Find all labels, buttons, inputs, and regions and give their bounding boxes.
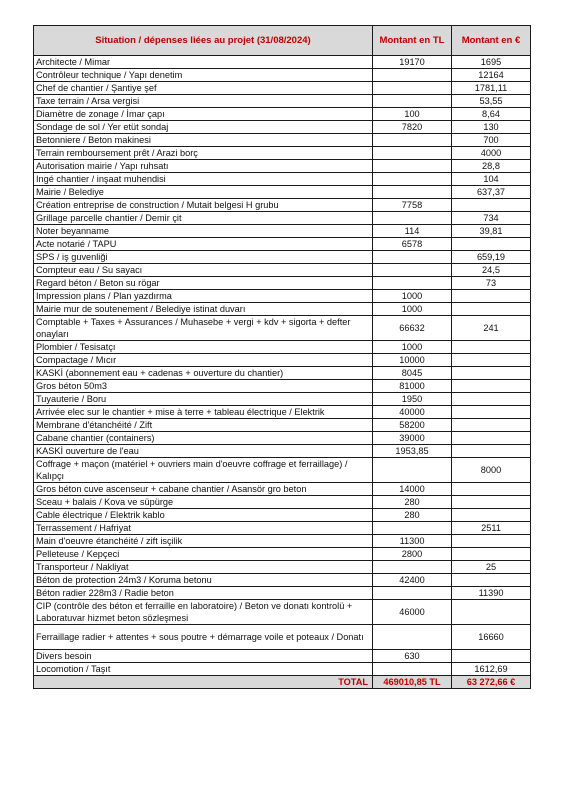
row-amount-tl: 19170	[373, 56, 452, 69]
row-amount-eur: 637,37	[452, 186, 531, 199]
row-amount-eur	[452, 496, 531, 509]
table-row	[34, 406, 531, 419]
row-label: Cable électrique / Elektrik kablo	[34, 509, 373, 522]
table-row	[34, 600, 531, 625]
row-label: Ferraillage radier + attentes + sous poutre + démarrage voile et poteaux / Donatı	[34, 625, 373, 650]
row-amount-tl	[373, 251, 452, 264]
row-amount-eur	[452, 600, 531, 625]
row-amount-eur: 1612,69	[452, 663, 531, 676]
table-row	[34, 121, 531, 134]
table-row	[34, 354, 531, 367]
table-row	[34, 225, 531, 238]
row-amount-eur	[452, 367, 531, 380]
row-amount-tl	[373, 522, 452, 535]
row-amount-tl: 14000	[373, 483, 452, 496]
row-amount-eur	[452, 290, 531, 303]
row-label: Mairie mur de soutenement / Belediye istinat duvarı	[34, 303, 373, 316]
row-amount-eur: 16660	[452, 625, 531, 650]
row-amount-eur	[452, 238, 531, 251]
table-row	[34, 509, 531, 522]
row-amount-tl: 1000	[373, 341, 452, 354]
table-row	[34, 458, 531, 483]
row-amount-tl: 280	[373, 496, 452, 509]
row-amount-eur: 8,64	[452, 108, 531, 121]
row-amount-tl: 1000	[373, 290, 452, 303]
row-amount-tl: 1000	[373, 303, 452, 316]
row-label: Coffrage + maçon (matériel + ouvriers main d'oeuvre coffrage et ferraillage) / Kalıpçı	[34, 458, 373, 483]
row-amount-eur	[452, 406, 531, 419]
row-amount-tl	[373, 587, 452, 600]
row-amount-eur: 12164	[452, 69, 531, 82]
table-row	[34, 587, 531, 600]
column-header-eur: Montant en €	[452, 26, 531, 56]
row-label: Arrivée elec sur le chantier + mise à terre + tableau électrique / Elektrik	[34, 406, 373, 419]
row-amount-eur	[452, 419, 531, 432]
row-amount-tl: 1950	[373, 393, 452, 406]
row-amount-tl: 10000	[373, 354, 452, 367]
table-row	[34, 264, 531, 277]
row-label: SPS / iş guvenliği	[34, 251, 373, 264]
row-label: Membrane d'étanchéité / Zift	[34, 419, 373, 432]
row-label: Gros béton 50m3	[34, 380, 373, 393]
row-label: Pelleteuse / Kepçeci	[34, 548, 373, 561]
table-row	[34, 445, 531, 458]
table-row	[34, 483, 531, 496]
row-amount-tl	[373, 82, 452, 95]
table-row	[34, 535, 531, 548]
table-row	[34, 277, 531, 290]
table-row	[34, 134, 531, 147]
row-amount-tl	[373, 212, 452, 225]
table-row	[34, 522, 531, 535]
table-row	[34, 496, 531, 509]
table-row	[34, 212, 531, 225]
row-amount-tl	[373, 173, 452, 186]
table-row	[34, 290, 531, 303]
row-label: Acte notarié / TAPU	[34, 238, 373, 251]
table-row	[34, 650, 531, 663]
row-amount-tl: 6578	[373, 238, 452, 251]
row-amount-tl: 7820	[373, 121, 452, 134]
row-label: Diamètre de zonage / İmar çapı	[34, 108, 373, 121]
row-label: Autorisation mairie / Yapı ruhsatı	[34, 160, 373, 173]
row-label: Main d'oeuvre étanchéité / zift isçilik	[34, 535, 373, 548]
row-label: Sceau + balais / Kova ve süpürge	[34, 496, 373, 509]
row-amount-tl: 40000	[373, 406, 452, 419]
row-amount-eur: 104	[452, 173, 531, 186]
row-amount-eur	[452, 341, 531, 354]
total-row	[34, 676, 531, 689]
row-amount-eur: 8000	[452, 458, 531, 483]
row-label: Impression plans / Plan yazdırma	[34, 290, 373, 303]
row-amount-eur: 1695	[452, 56, 531, 69]
row-amount-tl: 11300	[373, 535, 452, 548]
table-row	[34, 380, 531, 393]
total-eur: 63 272,66 €	[452, 676, 531, 689]
table-title: Situation / dépenses liées au projet (31/08/2024)	[34, 26, 373, 56]
row-label: Ingé chantier / inşaat muhendisi	[34, 173, 373, 186]
table-row	[34, 186, 531, 199]
row-amount-tl	[373, 134, 452, 147]
row-amount-tl	[373, 147, 452, 160]
row-amount-tl	[373, 277, 452, 290]
row-amount-eur: 659,19	[452, 251, 531, 264]
row-label: Tuyauterie / Boru	[34, 393, 373, 406]
row-amount-eur	[452, 445, 531, 458]
table-row	[34, 95, 531, 108]
table-row	[34, 238, 531, 251]
row-amount-tl	[373, 561, 452, 574]
row-amount-eur	[452, 548, 531, 561]
row-amount-tl: 39000	[373, 432, 452, 445]
row-amount-tl: 42400	[373, 574, 452, 587]
table-row	[34, 625, 531, 650]
row-label: Plombier / Tesisatçı	[34, 341, 373, 354]
row-label: Création entreprise de construction / Mutait belgesi H grubu	[34, 199, 373, 212]
row-amount-tl: 100	[373, 108, 452, 121]
row-amount-eur	[452, 354, 531, 367]
row-amount-eur	[452, 535, 531, 548]
row-amount-tl: 280	[373, 509, 452, 522]
row-amount-tl: 58200	[373, 419, 452, 432]
row-amount-eur: 734	[452, 212, 531, 225]
table-row	[34, 419, 531, 432]
total-tl: 469010,85 TL	[373, 676, 452, 689]
row-amount-eur: 241	[452, 316, 531, 341]
row-amount-tl: 630	[373, 650, 452, 663]
row-amount-tl: 8045	[373, 367, 452, 380]
row-amount-tl	[373, 186, 452, 199]
row-amount-eur: 130	[452, 121, 531, 134]
table-row	[34, 56, 531, 69]
table-row	[34, 160, 531, 173]
row-label: Chef de chantier / Şantiye şef	[34, 82, 373, 95]
table-row	[34, 341, 531, 354]
row-amount-tl: 114	[373, 225, 452, 238]
row-label: Transporteur / Nakliyat	[34, 561, 373, 574]
row-label: CIP (contrôle des béton et ferraille en laboratoire) / Beton ve donatı kontrolü + Laboratuvar hizmet beton sözleşmesi	[34, 600, 373, 625]
row-amount-tl	[373, 663, 452, 676]
table-row	[34, 69, 531, 82]
row-label: Locomotion / Taşıt	[34, 663, 373, 676]
row-label: Sondage de sol / Yer etüt sondaj	[34, 121, 373, 134]
row-amount-eur	[452, 574, 531, 587]
row-amount-eur	[452, 650, 531, 663]
row-amount-eur	[452, 303, 531, 316]
table-row	[34, 663, 531, 676]
row-amount-tl	[373, 95, 452, 108]
row-label: Terrassement / Hafriyat	[34, 522, 373, 535]
row-label: Grillage parcelle chantier / Demir çit	[34, 212, 373, 225]
row-label: Architecte / Mimar	[34, 56, 373, 69]
row-label: Gros béton cuve ascenseur + cabane chantier / Asansör gro beton	[34, 483, 373, 496]
row-amount-eur: 700	[452, 134, 531, 147]
row-amount-tl: 2800	[373, 548, 452, 561]
row-label: Mairie / Belediye	[34, 186, 373, 199]
row-label: Comptable + Taxes + Assurances / Muhasebe + vergi + kdv + sigorta + defter onayları	[34, 316, 373, 341]
row-amount-eur: 11390	[452, 587, 531, 600]
expenses-table	[33, 25, 531, 689]
row-amount-eur	[452, 483, 531, 496]
row-label: KASKİ ouverture de l'eau	[34, 445, 373, 458]
expense-rows	[34, 56, 531, 676]
row-label: Béton radier 228m3 / Radie beton	[34, 587, 373, 600]
row-amount-eur	[452, 432, 531, 445]
row-label: Compteur eau / Su sayacı	[34, 264, 373, 277]
table-row	[34, 173, 531, 186]
row-amount-tl	[373, 458, 452, 483]
row-label: Regard béton / Beton su rögar	[34, 277, 373, 290]
row-amount-eur	[452, 393, 531, 406]
row-label: Compactage / Mıcır	[34, 354, 373, 367]
table-row	[34, 548, 531, 561]
row-amount-tl: 81000	[373, 380, 452, 393]
table-row	[34, 199, 531, 212]
row-label: Béton de protection 24m3 / Koruma betonu	[34, 574, 373, 587]
row-amount-tl	[373, 625, 452, 650]
total-label: TOTAL	[34, 676, 373, 689]
table-row	[34, 316, 531, 341]
table-row	[34, 561, 531, 574]
table-row	[34, 367, 531, 380]
column-header-tl: Montant en TL	[373, 26, 452, 56]
row-amount-tl	[373, 160, 452, 173]
row-label: Terrain remboursement prêt / Arazi borç	[34, 147, 373, 160]
row-amount-tl: 46000	[373, 600, 452, 625]
table-row	[34, 251, 531, 264]
row-amount-eur	[452, 199, 531, 212]
row-amount-eur: 2511	[452, 522, 531, 535]
row-amount-eur: 73	[452, 277, 531, 290]
header-row	[34, 26, 531, 56]
row-amount-tl: 66632	[373, 316, 452, 341]
row-label: KASKİ (abonnement eau + cadenas + ouverture du chantier)	[34, 367, 373, 380]
row-label: Betonniere / Beton makinesi	[34, 134, 373, 147]
row-amount-eur: 1781,11	[452, 82, 531, 95]
row-amount-tl	[373, 69, 452, 82]
row-label: Cabane chantier (containers)	[34, 432, 373, 445]
row-label: Contrôleur technique / Yapı denetim	[34, 69, 373, 82]
row-label: Divers besoin	[34, 650, 373, 663]
row-amount-eur	[452, 380, 531, 393]
row-amount-tl	[373, 264, 452, 277]
row-amount-eur	[452, 509, 531, 522]
row-amount-tl: 7758	[373, 199, 452, 212]
table-row	[34, 432, 531, 445]
row-amount-eur: 53,55	[452, 95, 531, 108]
row-amount-eur: 39,81	[452, 225, 531, 238]
row-amount-eur: 28,8	[452, 160, 531, 173]
row-label: Taxe terrain / Arsa vergisi	[34, 95, 373, 108]
table-row	[34, 108, 531, 121]
table-row	[34, 574, 531, 587]
table-row	[34, 393, 531, 406]
row-amount-eur: 25	[452, 561, 531, 574]
expense-sheet	[33, 25, 530, 689]
row-amount-eur: 24,5	[452, 264, 531, 277]
row-amount-tl: 1953,85	[373, 445, 452, 458]
table-row	[34, 303, 531, 316]
table-row	[34, 82, 531, 95]
row-label: Noter beyanname	[34, 225, 373, 238]
row-amount-eur: 4000	[452, 147, 531, 160]
table-row	[34, 147, 531, 160]
